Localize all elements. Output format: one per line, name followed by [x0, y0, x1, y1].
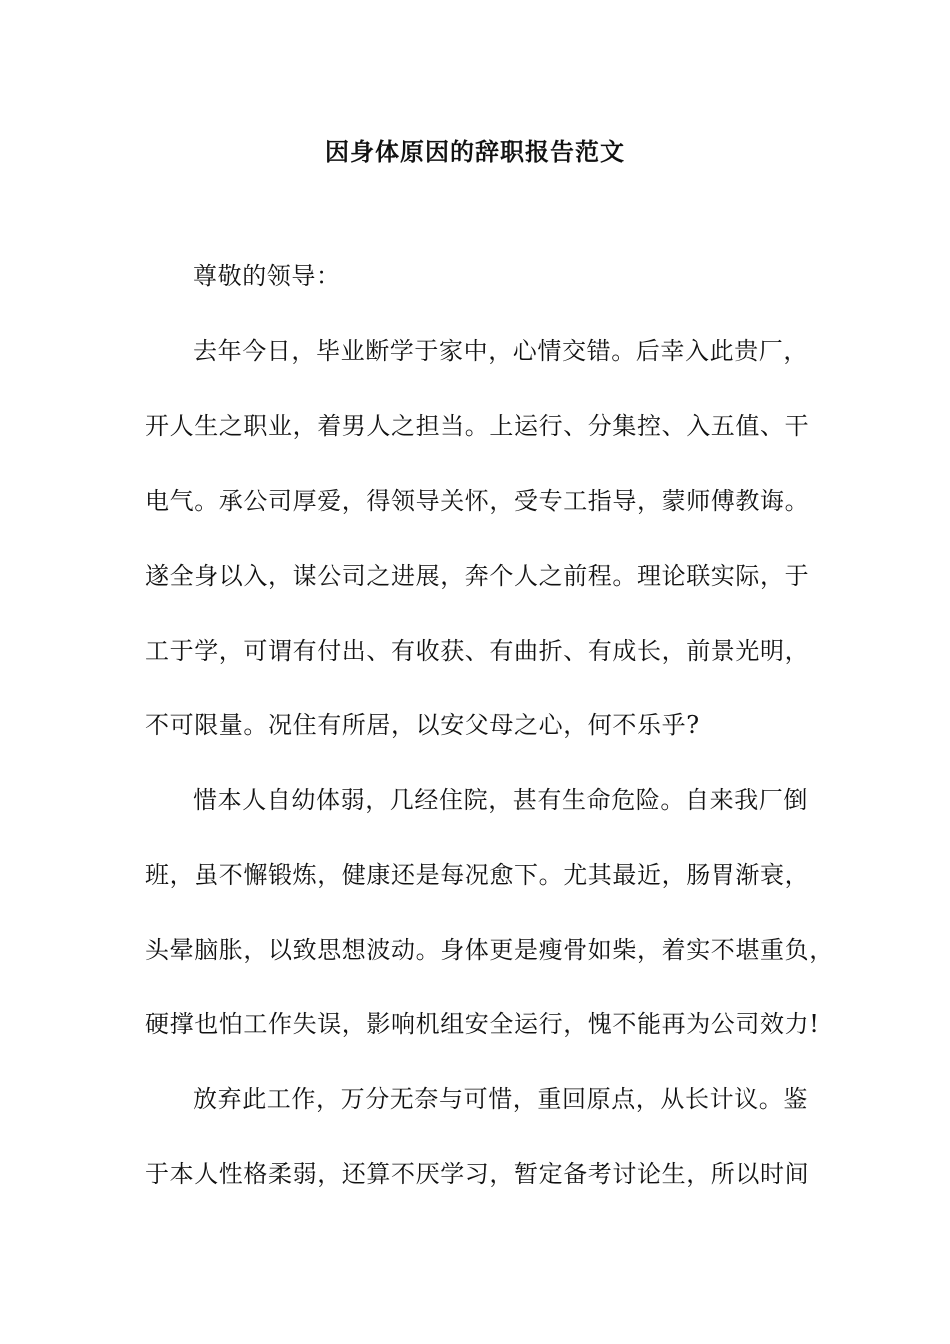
paragraph-2-line-2: 班，虽不懈锻炼，健康还是每况愈下。尤其最近，肠胃渐衰， — [145, 861, 810, 889]
salutation: 尊敬的领导： — [193, 262, 341, 290]
paragraph-2-line-3: 头晕脑胀，以致思想波动。身体更是瘦骨如柴，着实不堪重负， — [145, 936, 834, 964]
paragraph-2-line-1: 惜本人自幼体弱，几经住院，甚有生命危险。自来我厂倒 — [193, 786, 808, 814]
paragraph-1-line-1: 去年今日，毕业断学于家中，心情交错。后幸入此贵厂， — [193, 337, 808, 365]
paragraph-1-line-3: 电气。承公司厚爱，得领导关怀，受专工指导，蒙师傅教诲。 — [145, 487, 810, 515]
paragraph-1-line-6: 不可限量。况住有所居，以安父母之心，何不乐乎? — [145, 711, 700, 739]
paragraph-1-line-4: 遂全身以入，谋公司之进展，奔个人之前程。理论联实际，于 — [145, 562, 810, 590]
paragraph-3-line-2: 于本人性格柔弱，还算不厌学习，暂定备考讨论生，所以时间 — [145, 1160, 810, 1188]
paragraph-3-line-1: 放弃此工作，万分无奈与可惜，重回原点，从长计议。鉴 — [193, 1085, 808, 1113]
paragraph-1-line-5: 工于学，可谓有付出、有收获、有曲折、有成长，前景光明， — [145, 637, 810, 665]
paragraph-2-line-4: 硬撑也怕工作失误，影响机组安全运行，愧不能再为公司效力! — [145, 1010, 820, 1038]
document-title: 因身体原因的辞职报告范文 — [325, 138, 625, 166]
paragraph-1-line-2: 开人生之职业，着男人之担当。上运行、分集控、入五值、干 — [145, 412, 810, 440]
